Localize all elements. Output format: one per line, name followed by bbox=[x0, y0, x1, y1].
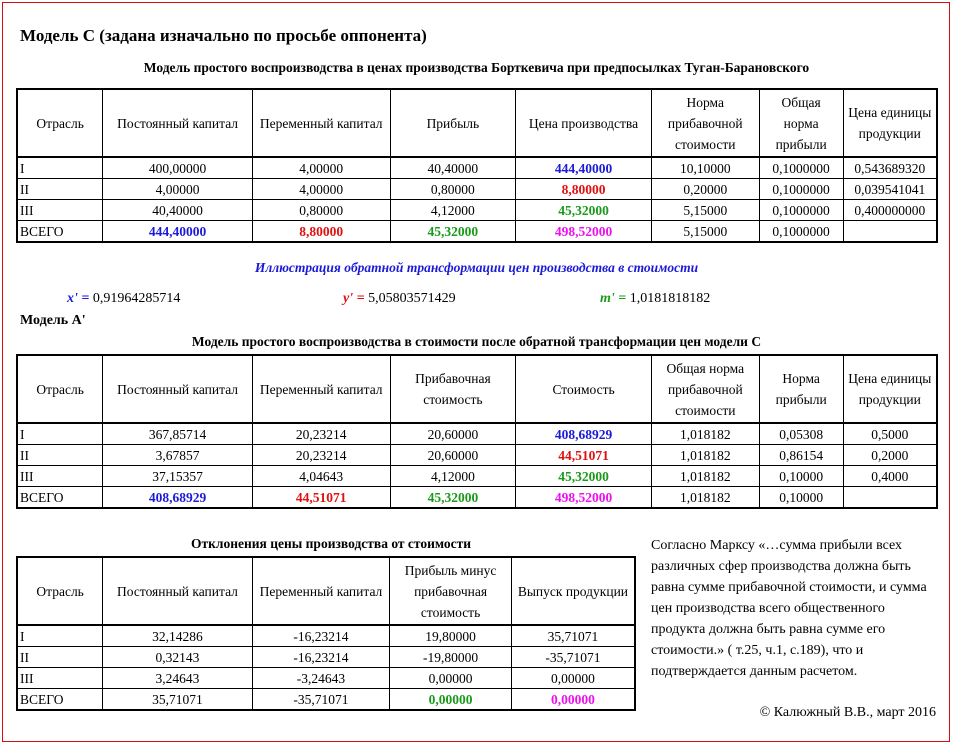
cell: 498,52000 bbox=[516, 487, 652, 509]
coef-x-label: x' = bbox=[67, 291, 90, 306]
coef-y bbox=[343, 291, 456, 307]
header-cell: Общая норма прибыли bbox=[759, 89, 843, 157]
table-row bbox=[17, 647, 635, 668]
cell: 1,018182 bbox=[651, 466, 759, 487]
table-row-total bbox=[17, 487, 937, 509]
cell: -3,24643 bbox=[252, 668, 390, 689]
table2-header-row bbox=[17, 355, 937, 423]
cell: 35,71071 bbox=[511, 625, 635, 647]
cell: 45,32000 bbox=[390, 487, 516, 509]
header-cell: Норма прибавочной стоимости bbox=[651, 89, 759, 157]
header-cell: Стоимость bbox=[516, 355, 652, 423]
cell: 35,71071 bbox=[103, 689, 252, 711]
cell: 4,04643 bbox=[252, 466, 390, 487]
table-row bbox=[17, 200, 937, 221]
cell: 0,1000000 bbox=[759, 200, 843, 221]
table-row bbox=[17, 625, 635, 647]
cell: 444,40000 bbox=[103, 221, 253, 243]
cell: 5,15000 bbox=[651, 221, 759, 243]
header-cell: Отрасль bbox=[17, 355, 103, 423]
cell: 0,05308 bbox=[759, 423, 843, 445]
table-row bbox=[17, 445, 937, 466]
cell: 408,68929 bbox=[516, 423, 652, 445]
cell: 4,00000 bbox=[103, 179, 253, 200]
cell: 0,400000000 bbox=[843, 200, 937, 221]
cell: 4,12000 bbox=[390, 466, 516, 487]
cell: 4,00000 bbox=[252, 179, 390, 200]
illustration-heading: Иллюстрация обратной трансформации цен производства в стоимости bbox=[254, 260, 699, 275]
header-cell: Переменный капитал bbox=[252, 355, 390, 423]
cell: 44,51071 bbox=[252, 487, 390, 509]
cell: 0,86154 bbox=[759, 445, 843, 466]
cell: 0,00000 bbox=[390, 689, 512, 711]
cell: 20,60000 bbox=[390, 423, 516, 445]
cell: 0,5000 bbox=[843, 423, 937, 445]
cell: 45,32000 bbox=[390, 221, 516, 243]
cell: 4,12000 bbox=[390, 200, 516, 221]
header-cell: Цена производства bbox=[516, 89, 652, 157]
header-cell: Прибыль bbox=[390, 89, 516, 157]
header-cell: Общая норма прибавочной стоимости bbox=[651, 355, 759, 423]
cell: 0,4000 bbox=[843, 466, 937, 487]
cell: 20,23214 bbox=[252, 445, 390, 466]
cell: 0,00000 bbox=[511, 668, 635, 689]
table2-caption: Модель простого воспроизводства в стоимости после обратной трансформации цен модели С bbox=[191, 334, 762, 349]
table-row bbox=[17, 423, 937, 445]
cell bbox=[843, 221, 937, 243]
cell: II bbox=[17, 647, 103, 668]
cell: 0,039541041 bbox=[843, 179, 937, 200]
coef-m-value: 1,0181818182 bbox=[629, 291, 711, 306]
cell bbox=[843, 487, 937, 509]
header-cell: Норма прибыли bbox=[759, 355, 843, 423]
table-row bbox=[17, 466, 937, 487]
cell: 0,20000 bbox=[651, 179, 759, 200]
cell: 37,15357 bbox=[103, 466, 253, 487]
header-cell: Прибавочная стоимость bbox=[390, 355, 516, 423]
cell: -35,71071 bbox=[252, 689, 390, 711]
cell: -35,71071 bbox=[511, 647, 635, 668]
header-cell: Постоянный капитал bbox=[103, 89, 253, 157]
coef-y-label: y' = bbox=[343, 291, 365, 306]
table2 bbox=[16, 354, 938, 509]
cell: II bbox=[17, 445, 103, 466]
cell: III bbox=[17, 200, 103, 221]
cell: 8,80000 bbox=[252, 221, 390, 243]
coef-x bbox=[67, 291, 180, 307]
cell: 0,10000 bbox=[759, 487, 843, 509]
cell: 4,00000 bbox=[252, 157, 390, 179]
cell: 3,24643 bbox=[103, 668, 252, 689]
header-cell: Постоянный капитал bbox=[103, 557, 252, 625]
table1-header-row bbox=[17, 89, 937, 157]
header-cell: Отрасль bbox=[17, 557, 103, 625]
cell: 3,67857 bbox=[103, 445, 253, 466]
table-row bbox=[17, 179, 937, 200]
header-cell: Постоянный капитал bbox=[103, 355, 253, 423]
cell: 367,85714 bbox=[103, 423, 253, 445]
cell: 408,68929 bbox=[103, 487, 253, 509]
cell: 1,018182 bbox=[651, 423, 759, 445]
cell: 20,60000 bbox=[390, 445, 516, 466]
header-cell: Переменный капитал bbox=[252, 89, 390, 157]
cell: -16,23214 bbox=[252, 647, 390, 668]
cell: 32,14286 bbox=[103, 625, 252, 647]
table3-header-row bbox=[17, 557, 635, 625]
cell: 0,2000 bbox=[843, 445, 937, 466]
cell: 20,23214 bbox=[252, 423, 390, 445]
header-cell: Цена единицы продукции bbox=[843, 355, 937, 423]
cell: 40,40000 bbox=[390, 157, 516, 179]
cell: 5,15000 bbox=[651, 200, 759, 221]
copyright: © Калюжный В.В., март 2016 bbox=[759, 705, 936, 720]
cell: 0,1000000 bbox=[759, 157, 843, 179]
header-cell: Цена единицы продукции bbox=[843, 89, 937, 157]
model-a-title: Модель А' bbox=[20, 313, 86, 328]
cell: 444,40000 bbox=[516, 157, 652, 179]
cell: I bbox=[17, 423, 103, 445]
marx-quote: Согласно Марксу «…сумма прибыли всех различных сфер производства должна быть равна сумме прибавочной стоимости, и сумма цен производства всего общественного продукта должна быть равна сумме его стоимости.» ( т.25, ч.1, с.189), что и подтверждается данным расчетом. bbox=[651, 538, 927, 679]
cell: 10,10000 bbox=[651, 157, 759, 179]
coef-x-value: 0,91964285714 bbox=[92, 291, 181, 306]
header-cell: Выпуск продукции bbox=[511, 557, 635, 625]
table-row-total bbox=[17, 689, 635, 711]
cell: I bbox=[17, 625, 103, 647]
cell: I bbox=[17, 157, 103, 179]
cell: ВСЕГО bbox=[17, 689, 103, 711]
header-cell: Прибыль минус прибавочная стоимость bbox=[390, 557, 512, 625]
table3-caption: Отклонения цены производства от стоимости bbox=[190, 536, 472, 551]
cell: 40,40000 bbox=[103, 200, 253, 221]
cell: 0,1000000 bbox=[759, 221, 843, 243]
cell: ВСЕГО bbox=[17, 221, 103, 243]
table-row bbox=[17, 668, 635, 689]
cell: 0,80000 bbox=[390, 179, 516, 200]
table3 bbox=[16, 556, 636, 711]
cell: 498,52000 bbox=[516, 221, 652, 243]
header-cell: Отрасль bbox=[17, 89, 103, 157]
cell: 0,32143 bbox=[103, 647, 252, 668]
cell: II bbox=[17, 179, 103, 200]
table-row-total bbox=[17, 221, 937, 243]
cell: 0,1000000 bbox=[759, 179, 843, 200]
table1 bbox=[16, 88, 938, 243]
coef-m-label: m' = bbox=[600, 291, 627, 306]
cell: 0,10000 bbox=[759, 466, 843, 487]
cell: III bbox=[17, 466, 103, 487]
coef-m bbox=[600, 291, 710, 307]
cell: 1,018182 bbox=[651, 445, 759, 466]
table-row bbox=[17, 157, 937, 179]
cell: 8,80000 bbox=[516, 179, 652, 200]
cell: 45,32000 bbox=[516, 466, 652, 487]
table1-caption: Модель простого воспроизводства в ценах производства Борткевича при предпосылках Туган-Барановского bbox=[143, 60, 810, 75]
cell: -16,23214 bbox=[252, 625, 390, 647]
page-title: Модель С (задана изначально по просьбе оппонента) bbox=[20, 26, 427, 45]
cell: -19,80000 bbox=[390, 647, 512, 668]
cell: 19,80000 bbox=[390, 625, 512, 647]
cell: 0,00000 bbox=[511, 689, 635, 711]
cell: 0,00000 bbox=[390, 668, 512, 689]
cell: 0,543689320 bbox=[843, 157, 937, 179]
cell: 45,32000 bbox=[516, 200, 652, 221]
cell: 0,80000 bbox=[252, 200, 390, 221]
cell: 400,00000 bbox=[103, 157, 253, 179]
coef-y-value: 5,05803571429 bbox=[368, 291, 456, 306]
header-cell: Переменный капитал bbox=[252, 557, 390, 625]
cell: 1,018182 bbox=[651, 487, 759, 509]
cell: ВСЕГО bbox=[17, 487, 103, 509]
cell: 44,51071 bbox=[516, 445, 652, 466]
cell: III bbox=[17, 668, 103, 689]
